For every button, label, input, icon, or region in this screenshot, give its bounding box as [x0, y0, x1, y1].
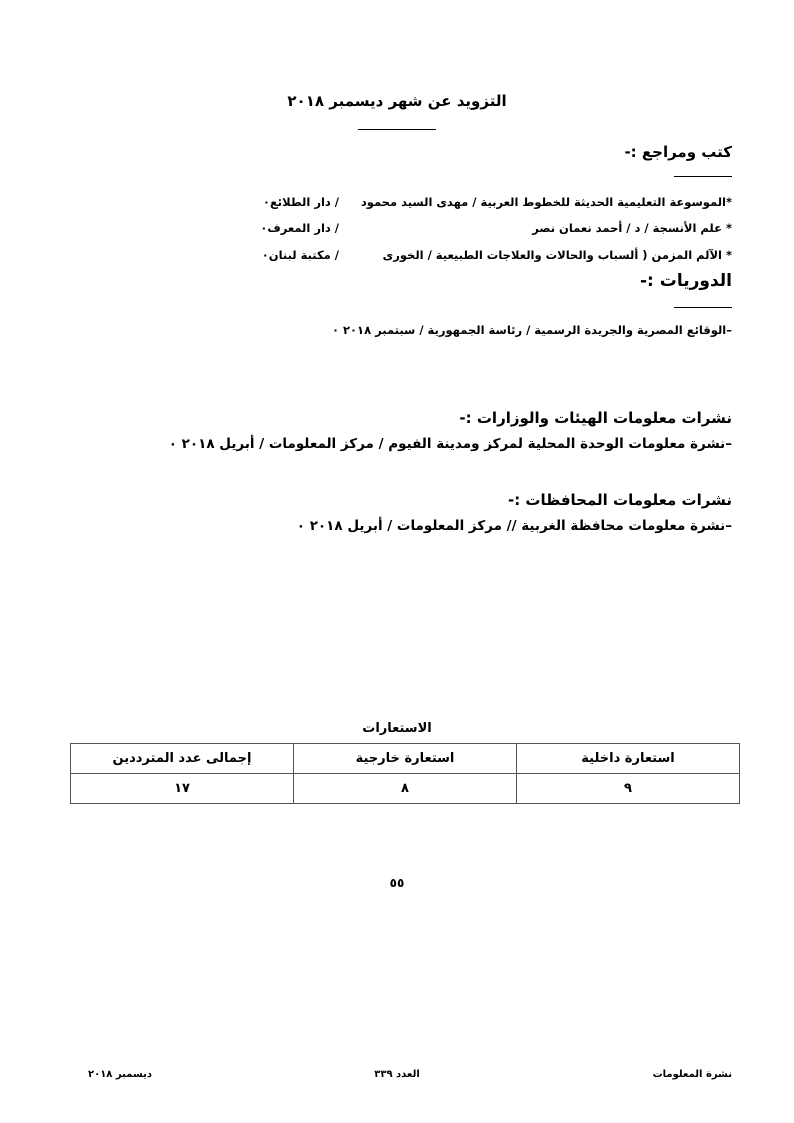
page-title: التزويد عن شهر ديسمبر ٢٠١٨	[287, 92, 507, 110]
loans-header-internal: استعارة داخلية	[517, 744, 740, 774]
loans-value-row	[71, 774, 740, 804]
footer-publication: نشرة المعلومات	[652, 1069, 732, 1080]
loans-caption: الاستعارات	[362, 721, 432, 736]
loans-header-external: استعارة خارجية	[294, 744, 517, 774]
governorate-bulletins-heading: نشرات معلومات المحافظات :-	[507, 491, 732, 509]
book-item-2-text: * علم الأنسجة / د / أحمد نعمان نصر	[532, 221, 732, 235]
books-heading: كتب ومراجع :-	[624, 143, 732, 161]
loans-value-external: ٨	[294, 774, 517, 804]
footer-issue: العدد ٣٣٩	[374, 1069, 420, 1080]
agency-bulletins-heading: نشرات معلومات الهيئات والوزارات :-	[459, 409, 732, 427]
agency-bulletin-item-1: –نشرة معلومات الوحدة المحلية لمركز ومدينة الفيوم / مركز المعلومات / أبريل ٢٠١٨ ٠	[168, 436, 732, 452]
book-item-1-text: *الموسوعة التعليمية الحديثة للخطوط العربية / مهدى السيد محمود	[360, 195, 732, 209]
loans-header-row	[71, 744, 740, 774]
governorate-bulletin-item-1: –نشرة معلومات محافظة الغربية // مركز المعلومات / أبريل ٢٠١٨ ٠	[296, 518, 732, 534]
loans-value-total-visitors: ١٧	[71, 774, 294, 804]
periodicals-heading: الدوريات :-	[639, 271, 732, 291]
periodical-item-1: –الوقائع المصرية والجريدة الرسمية / رئاسة الجمهورية / سبتمبر ٢٠١٨ ٠	[331, 323, 732, 337]
page-number: ٥٥	[389, 876, 405, 890]
book-item-3-publisher: / مكتبة لبنان٠	[261, 248, 339, 262]
book-item-3-text: * الآلم المزمن ( ألسباب والحالات والعلاجات الطبيعية / الخورى	[382, 248, 732, 262]
book-item-1-publisher: / دار الطلائع٠	[262, 195, 339, 209]
books-heading-underline	[674, 176, 732, 177]
footer-date: ديسمبر ٢٠١٨	[88, 1069, 152, 1080]
book-item-2-publisher: / دار المعرف٠	[260, 221, 339, 235]
periodicals-heading-underline	[674, 307, 732, 308]
loans-table	[70, 743, 740, 804]
title-underline	[358, 129, 436, 130]
loans-header-total-visitors: إجمالى عدد المترددين	[71, 744, 294, 774]
loans-value-internal: ٩	[517, 774, 740, 804]
